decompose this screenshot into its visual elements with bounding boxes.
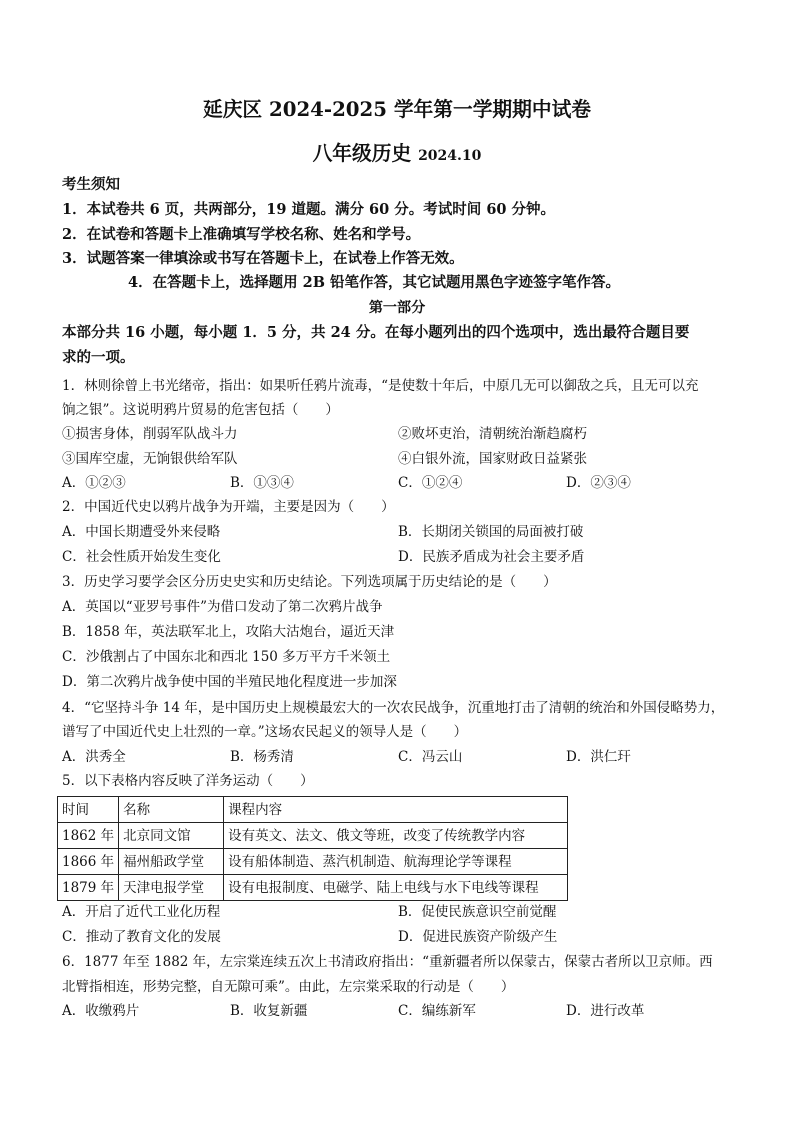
table-cell: 1866 年 (58, 849, 119, 875)
table-header-cell: 名称 (119, 797, 224, 823)
notice-item: 2．在试卷和答题卡上准确填写学校名称、姓名和学号。 (62, 226, 421, 243)
q1-item: ①损害身体，削弱军队战斗力 (62, 426, 238, 442)
table-cell: 1862 年 (58, 823, 119, 849)
table-header-cell: 课程内容 (224, 797, 568, 823)
q6-option-d[interactable]: D．进行改革 (566, 1003, 645, 1019)
q2-option-a[interactable]: A．中国长期遭受外来侵略 (62, 524, 221, 540)
q5-table (57, 796, 568, 901)
q1-stem: 饷之银”。这说明鸦片贸易的危害包括（ ） (62, 402, 339, 418)
q5-option-a[interactable]: A．开启了近代工业化历程 (62, 904, 221, 920)
table-cell: 北京同文馆 (119, 823, 224, 849)
q6-option-b[interactable]: B．收复新疆 (230, 1003, 308, 1019)
exam-title: 延庆区 2024-2025 学年第一学期期中试卷 (202, 97, 592, 121)
table-cell: 设有电报制度、电磁学、陆上电线与水下电线等课程 (224, 875, 568, 901)
q5-option-c[interactable]: C．推动了教育文化的发展 (62, 929, 221, 945)
table-header-cell: 时间 (58, 797, 119, 823)
part1-instructions: 求的一项。 (62, 349, 135, 366)
q1-option-b[interactable]: B．①③④ (230, 475, 294, 491)
q4-stem: 谱写了中国近代史上壮烈的一章。”这场农民起义的领导人是（ ） (62, 724, 468, 740)
q2-option-b[interactable]: B．长期闭关锁国的局面被打破 (398, 524, 584, 540)
q6-option-c[interactable]: C．编练新军 (398, 1003, 476, 1019)
notice-item: 1．本试卷共 6 页，共两部分，19 道题。满分 60 分。考试时间 60 分钟。 (62, 201, 556, 218)
table-cell: 1879 年 (58, 875, 119, 901)
q3-option-a[interactable]: A．英国以“亚罗号事件”为借口发动了第二次鸦片战争 (62, 599, 383, 615)
table-row (58, 875, 568, 901)
q4-stem: 4．“它坚持斗争 14 年，是中国历史上规模最宏大的一次农民战争，沉重地打击了清朝的统治和外国侵略势力， (62, 700, 725, 716)
q1-option-d[interactable]: D．②③④ (566, 475, 631, 491)
q3-option-c[interactable]: C．沙俄割占了中国东北和西北 150 多万平方千米领土 (62, 649, 391, 665)
q6-stem: 北臂指相连，形势完整，自无隙可乘”。由此，左宗棠采取的行动是（ ） (62, 979, 515, 995)
q3-option-d[interactable]: D．第二次鸦片战争使中国的半殖民地化程度进一步加深 (62, 674, 397, 690)
q1-item: ③国库空虚，无饷银供给军队 (62, 451, 238, 467)
table-cell: 天津电报学堂 (119, 875, 224, 901)
table-row (58, 849, 568, 875)
exam-date: 2024.10 (418, 148, 482, 164)
q3-option-b[interactable]: B．1858 年，英法联军北上，攻陷大沽炮台，逼近天津 (62, 624, 395, 640)
q4-option-d[interactable]: D．洪仁玕 (566, 749, 631, 765)
q4-option-c[interactable]: C．冯云山 (398, 749, 463, 765)
subject-name: 八年级历史 (312, 141, 412, 165)
q6-option-a[interactable]: A．收缴鸦片 (62, 1003, 140, 1019)
table-cell: 设有英文、法文、俄文等班，改变了传统教学内容 (224, 823, 568, 849)
q2-option-c[interactable]: C．社会性质开始发生变化 (62, 549, 221, 565)
q6-stem: 6．1877 年至 1882 年，左宗棠连续五次上书清政府指出：“重新疆者所以保蒙古，保蒙古者所以卫京师。西 (62, 954, 713, 970)
notice-item: 3．试题答案一律填涂或书写在答题卡上，在试卷上作答无效。 (62, 250, 464, 267)
notice-item: 4．在答题卡上，选择题用 2B 铅笔作答，其它试题用黑色字迹签字笔作答。 (128, 274, 621, 291)
q4-option-a[interactable]: A．洪秀全 (62, 749, 126, 765)
q1-option-c[interactable]: C．①②④ (398, 475, 463, 491)
part1-instructions: 本部分共 16 小题，每小题 1．5 分，共 24 分。在每小题列出的四个选项中，选出最符合题目要 (62, 324, 690, 341)
table-cell: 设有船体制造、蒸汽机制造、航海理论学等课程 (224, 849, 568, 875)
table-row (58, 823, 568, 849)
notice-heading: 考生须知 (62, 176, 120, 193)
q2-option-d[interactable]: D．民族矛盾成为社会主要矛盾 (398, 549, 585, 565)
q1-item: ④白银外流，国家财政日益紧张 (398, 451, 587, 467)
part1-heading: 第一部分 (368, 300, 426, 316)
q5-option-d[interactable]: D．促进民族资产阶级产生 (398, 929, 558, 945)
q1-option-a[interactable]: A．①②③ (62, 475, 126, 491)
q2-stem: 2．中国近代史以鸦片战争为开端，主要是因为（ ） (62, 499, 395, 515)
q5-option-b[interactable]: B．促使民族意识空前觉醒 (398, 904, 557, 920)
q1-stem: 1．林则徐曾上书光绪帝，指出：如果听任鸦片流毒，“是使数十年后，中原几无可以御敌之兵，且无可以充 (62, 378, 699, 394)
table-cell: 福州船政学堂 (119, 849, 224, 875)
table-header-row (58, 797, 568, 823)
exam-subtitle (0, 140, 794, 169)
q1-item: ②败坏吏治，清朝统治渐趋腐朽 (398, 426, 587, 442)
q3-stem: 3．历史学习要学会区分历史史实和历史结论。下列选项属于历史结论的是（ ） (62, 574, 557, 590)
q4-option-b[interactable]: B．杨秀清 (230, 749, 294, 765)
q5-stem: 5．以下表格内容反映了洋务运动（ ） (62, 773, 314, 789)
